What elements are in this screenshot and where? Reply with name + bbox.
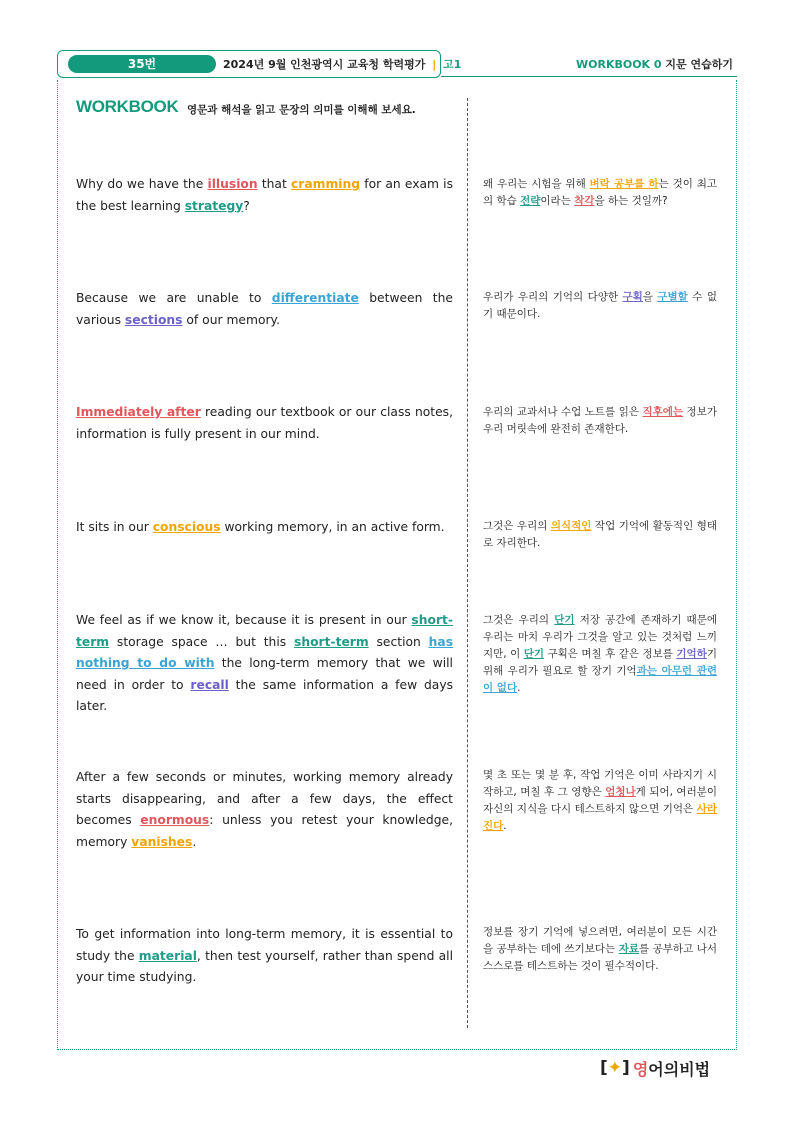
text-segment: section (368, 634, 429, 649)
highlighted-term: 구별할 (657, 291, 688, 303)
highlighted-term: strategy (184, 198, 244, 213)
highlighted-term: 벼락 공부를 하 (589, 178, 659, 190)
highlighted-term: 구획 (622, 291, 643, 303)
text-segment: 수 없기 때문이다. (483, 291, 717, 320)
highlighted-term: 자료 (618, 943, 639, 955)
text-segment: storage space … but this (109, 634, 295, 649)
text-segment: 그것은 우리의 (483, 520, 551, 532)
highlighted-term: 단기 (523, 648, 545, 660)
highlighted-term: sections (124, 312, 183, 327)
text-segment: 정보를 장기 기억에 넣으려면, 여러분이 모든 시간을 공부하는 데에 쓰기보다는 (483, 926, 717, 955)
text-segment: 정보가 우리 머릿속에 완전히 존재한다. (483, 406, 717, 435)
highlighted-term: differentiate (271, 291, 359, 305)
text-segment: 작업 기억에 활동적인 형태로 자리한다. (483, 520, 717, 549)
text-segment: 을 하는 것일까? (594, 195, 668, 207)
english-sentence (76, 288, 453, 331)
text-segment: . (503, 820, 507, 832)
text-segment: for an exam is the best learning (76, 177, 454, 213)
highlighted-term: short-term (294, 634, 369, 649)
workbook-section-label (576, 56, 733, 72)
highlighted-term: 과는 아무런 관련이 없다 (483, 665, 718, 694)
workbook-logo: WORKBOOK (76, 97, 179, 116)
text-segment: 구획은 며칠 후 같은 정보를 (544, 648, 677, 660)
text-segment: 를 공부하고 나서 스스로를 테스트하는 것이 필수적이다. (483, 943, 717, 972)
korean-translation (483, 289, 717, 323)
exam-title-text: 2024년 9월 인천광역시 교육청 학력평가 (223, 58, 426, 71)
korean-translation (483, 404, 717, 438)
english-sentence (76, 610, 453, 718)
korean-translation (483, 176, 717, 210)
text-segment: . (517, 682, 521, 694)
text-segment: that (257, 177, 291, 191)
highlighted-term: material (138, 948, 197, 963)
text-segment: 우리의 교과서나 수업 노트를 읽은 (483, 406, 643, 418)
english-sentence (76, 517, 453, 539)
text-segment: 이라는 (540, 195, 575, 207)
book-icon: [✦] (600, 1058, 630, 1078)
content-frame (57, 80, 737, 1050)
text-segment: To get information into long-term memory, it is essential to study the (76, 927, 453, 963)
highlighted-term: cramming (290, 177, 361, 191)
text-segment: , then test yourself, rather than spend all your time studying. (76, 948, 453, 984)
highlighted-term: conscious (152, 520, 221, 534)
header-box (57, 50, 462, 78)
highlighted-term: short-term (76, 613, 453, 649)
text-segment: 게 되어, 여러분이 자신의 지식을 다시 테스트하지 않으면 기억은 (483, 786, 717, 815)
text-segment: : unless you retest your knowledge, memory (76, 813, 453, 849)
korean-translation (483, 612, 717, 697)
text-segment: ? (243, 198, 250, 213)
text-segment: 기 위해 우리가 필요로 할 장기 기억 (483, 648, 717, 677)
text-segment: 우리가 우리의 기억의 다양한 (483, 291, 623, 303)
text-segment: 몇 초 또는 몇 분 후, 작업 기억은 이미 사라지기 시작하고, 며칠 후 그 영향은 (483, 769, 717, 798)
title-separator: | (432, 58, 437, 71)
highlighted-term: illusion (207, 177, 258, 191)
text-segment: of our memory. (182, 312, 280, 327)
highlighted-term: has nothing to do with (76, 634, 454, 670)
korean-translation (483, 767, 717, 835)
highlighted-term: 착각 (574, 195, 595, 207)
korean-translation (483, 518, 717, 552)
text-segment: between the various (76, 291, 453, 327)
text-segment: Because we are unable to (76, 291, 272, 305)
english-sentence (76, 402, 453, 445)
grade-label: 고1 (443, 58, 462, 71)
highlighted-term: vanishes (131, 834, 193, 849)
header-rule (441, 76, 737, 77)
text-segment: We feel as if we know it, because it is present in our (76, 613, 412, 627)
brand-logo (600, 1055, 710, 1081)
text-segment: 을 (642, 291, 658, 303)
highlighted-term: 기억하 (676, 648, 707, 660)
text-segment: the same information a few days later. (76, 677, 453, 713)
workbook-suffix: 지문 연습하기 (665, 58, 733, 71)
text-segment: 는 것이 최고의 학습 (483, 178, 718, 207)
workbook-instruction: 영문과 해석을 읽고 문장의 의미를 이해해 보세요. (187, 104, 416, 116)
text-segment: 저장 공간에 존재하기 때문에 우리는 마치 우리가 그것을 알고 있는 것처럼 느끼지만, 이 (483, 614, 717, 660)
highlighted-term: recall (190, 677, 229, 692)
highlighted-term: 직후에는 (642, 406, 684, 418)
workbook-number: WORKBOOK 0 (575, 58, 662, 71)
highlighted-term: 사라진다 (483, 803, 717, 832)
text-segment: After a few seconds or minutes, working memory already starts disappearing, and after a few days, the effect becomes (76, 770, 453, 827)
text-segment: working memory, in an active form. (220, 520, 445, 534)
text-segment: reading our textbook or our class notes, information is fully present in our mind. (76, 405, 453, 441)
text-segment: 그것은 우리의 (483, 614, 555, 626)
english-sentence (76, 924, 453, 989)
korean-translation (483, 924, 717, 975)
english-sentence (76, 174, 453, 217)
text-segment: . (192, 834, 197, 849)
column-divider (467, 98, 468, 1028)
highlighted-term: 단기 (554, 614, 575, 626)
text-segment: 왜 우리는 시험을 위해 (483, 178, 590, 190)
highlighted-term: 엄청나 (605, 786, 636, 798)
highlighted-term: enormous (140, 813, 210, 827)
text-segment: It sits in our (76, 520, 153, 534)
exam-title (223, 56, 461, 72)
question-number-badge: 35번 (68, 55, 216, 73)
brand-name: 영어의비법 (632, 1059, 711, 1079)
english-sentence (76, 767, 453, 853)
text-segment: the long-term memory that we will need in order to (76, 656, 453, 692)
highlighted-term: 의식적인 (550, 520, 592, 532)
highlighted-term: Immediately after (76, 405, 201, 419)
highlighted-term: 전략 (520, 195, 541, 207)
text-segment: Why do we have the (76, 177, 208, 191)
